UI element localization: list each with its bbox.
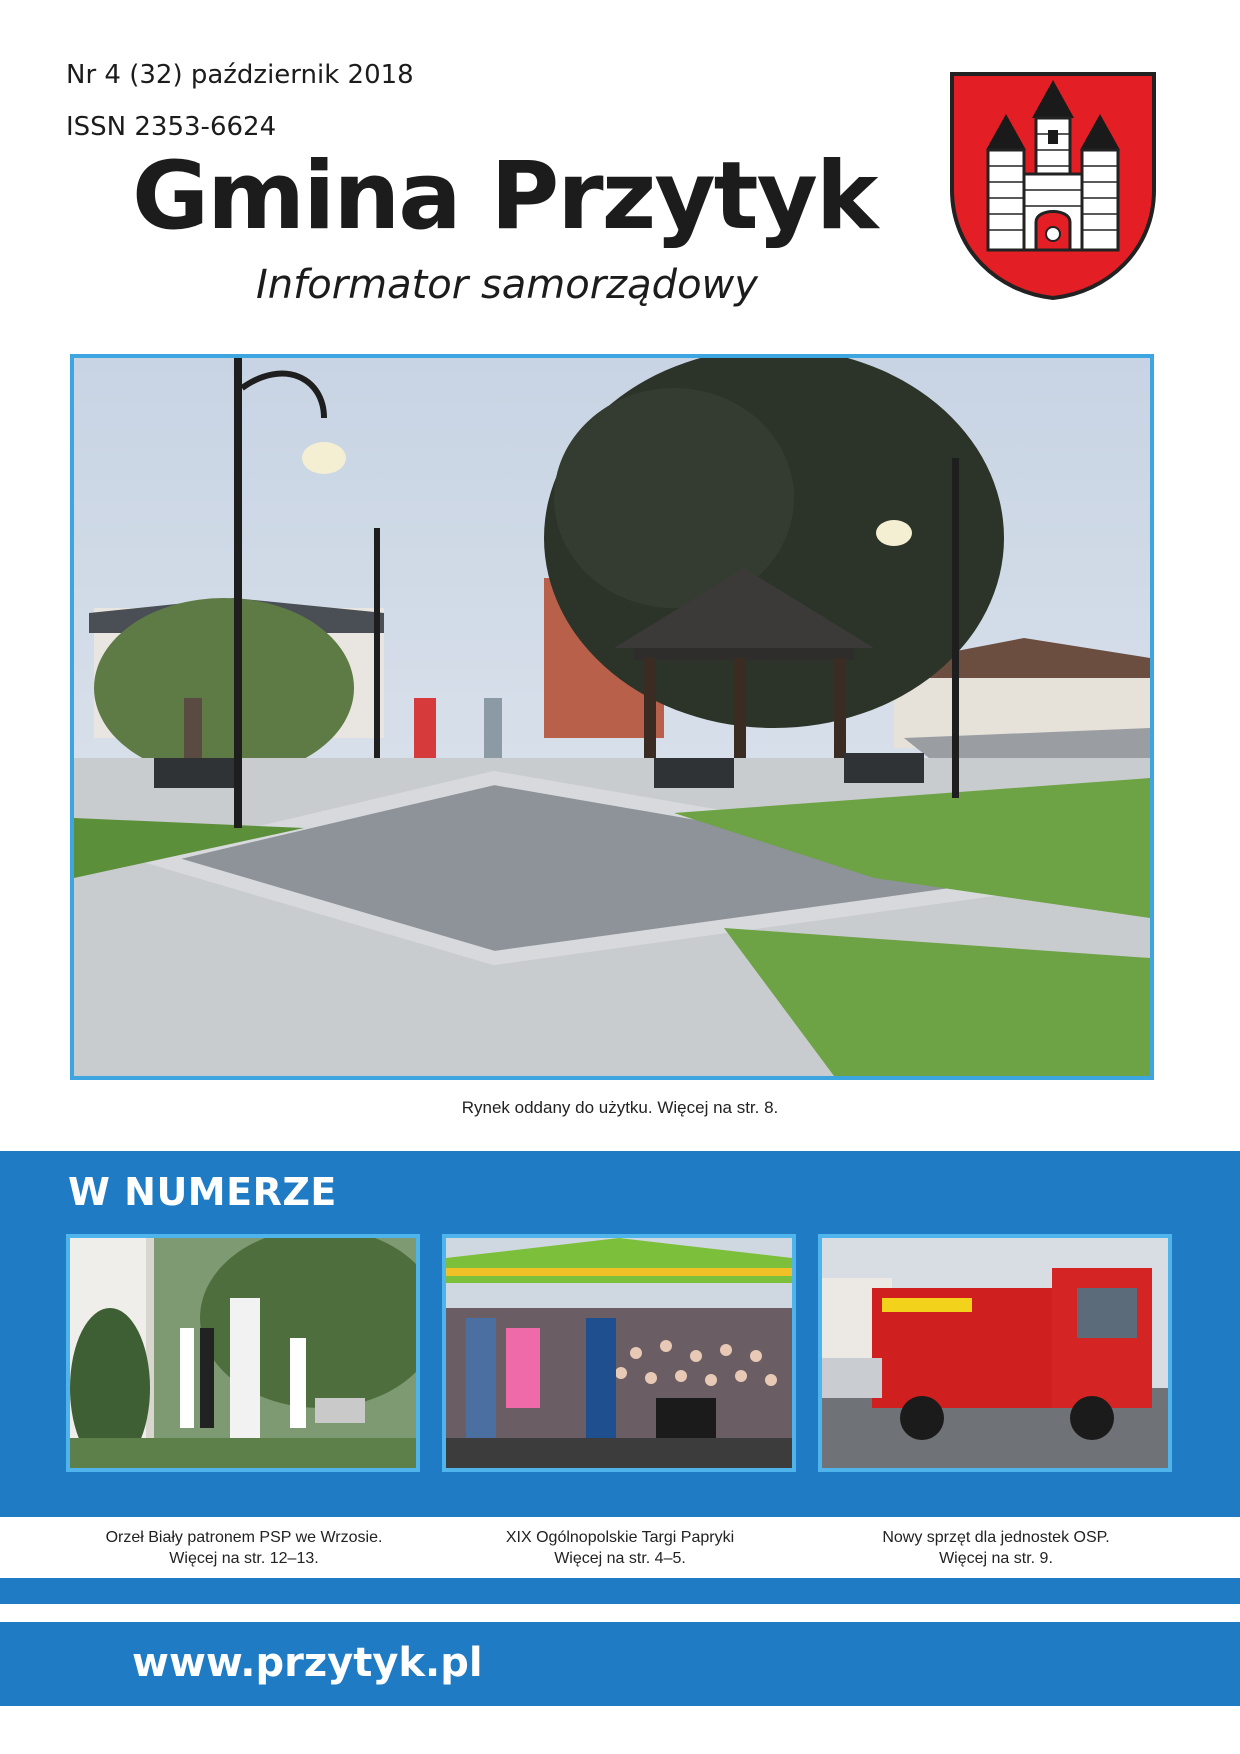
white-eagle-ceremony-photo	[66, 1234, 420, 1472]
item-caption-2-line2: Więcej na str. 4–5.	[554, 1550, 686, 1567]
website-link[interactable]: www.przytyk.pl	[132, 1640, 483, 1686]
item-caption-3-line1: Nowy sprzęt dla jednostek OSP.	[882, 1529, 1110, 1546]
issn-number: ISSN 2353-6624	[66, 112, 277, 142]
item-caption-2	[440, 1527, 800, 1569]
in-this-issue-heading: W NUMERZE	[68, 1170, 337, 1214]
item-caption-3	[816, 1527, 1176, 1569]
item-caption-2-line1: XIX Ogólnopolskie Targi Papryki	[505, 1529, 735, 1546]
issue-number: Nr 4 (32) październik 2018	[66, 60, 414, 90]
market-square-photo	[70, 354, 1154, 1080]
main-photo-caption: Rynek oddany do użytku. Więcej na str. 8.	[461, 1098, 779, 1117]
pepper-fair-photo	[442, 1234, 796, 1472]
fire-truck-photo	[818, 1234, 1172, 1472]
divider-stripe	[0, 1578, 1240, 1604]
item-caption-1	[64, 1527, 424, 1569]
masthead-subtitle: Informator samorządowy	[256, 262, 758, 308]
masthead-title: Gmina Przytyk	[132, 142, 877, 251]
castle-coat-of-arms-icon	[948, 70, 1158, 302]
item-caption-3-line2: Więcej na str. 9.	[939, 1550, 1053, 1567]
item-caption-1-line2: Więcej na str. 12–13.	[169, 1550, 319, 1567]
item-caption-1-line1: Orzeł Biały patronem PSP we Wrzosie.	[105, 1529, 383, 1546]
